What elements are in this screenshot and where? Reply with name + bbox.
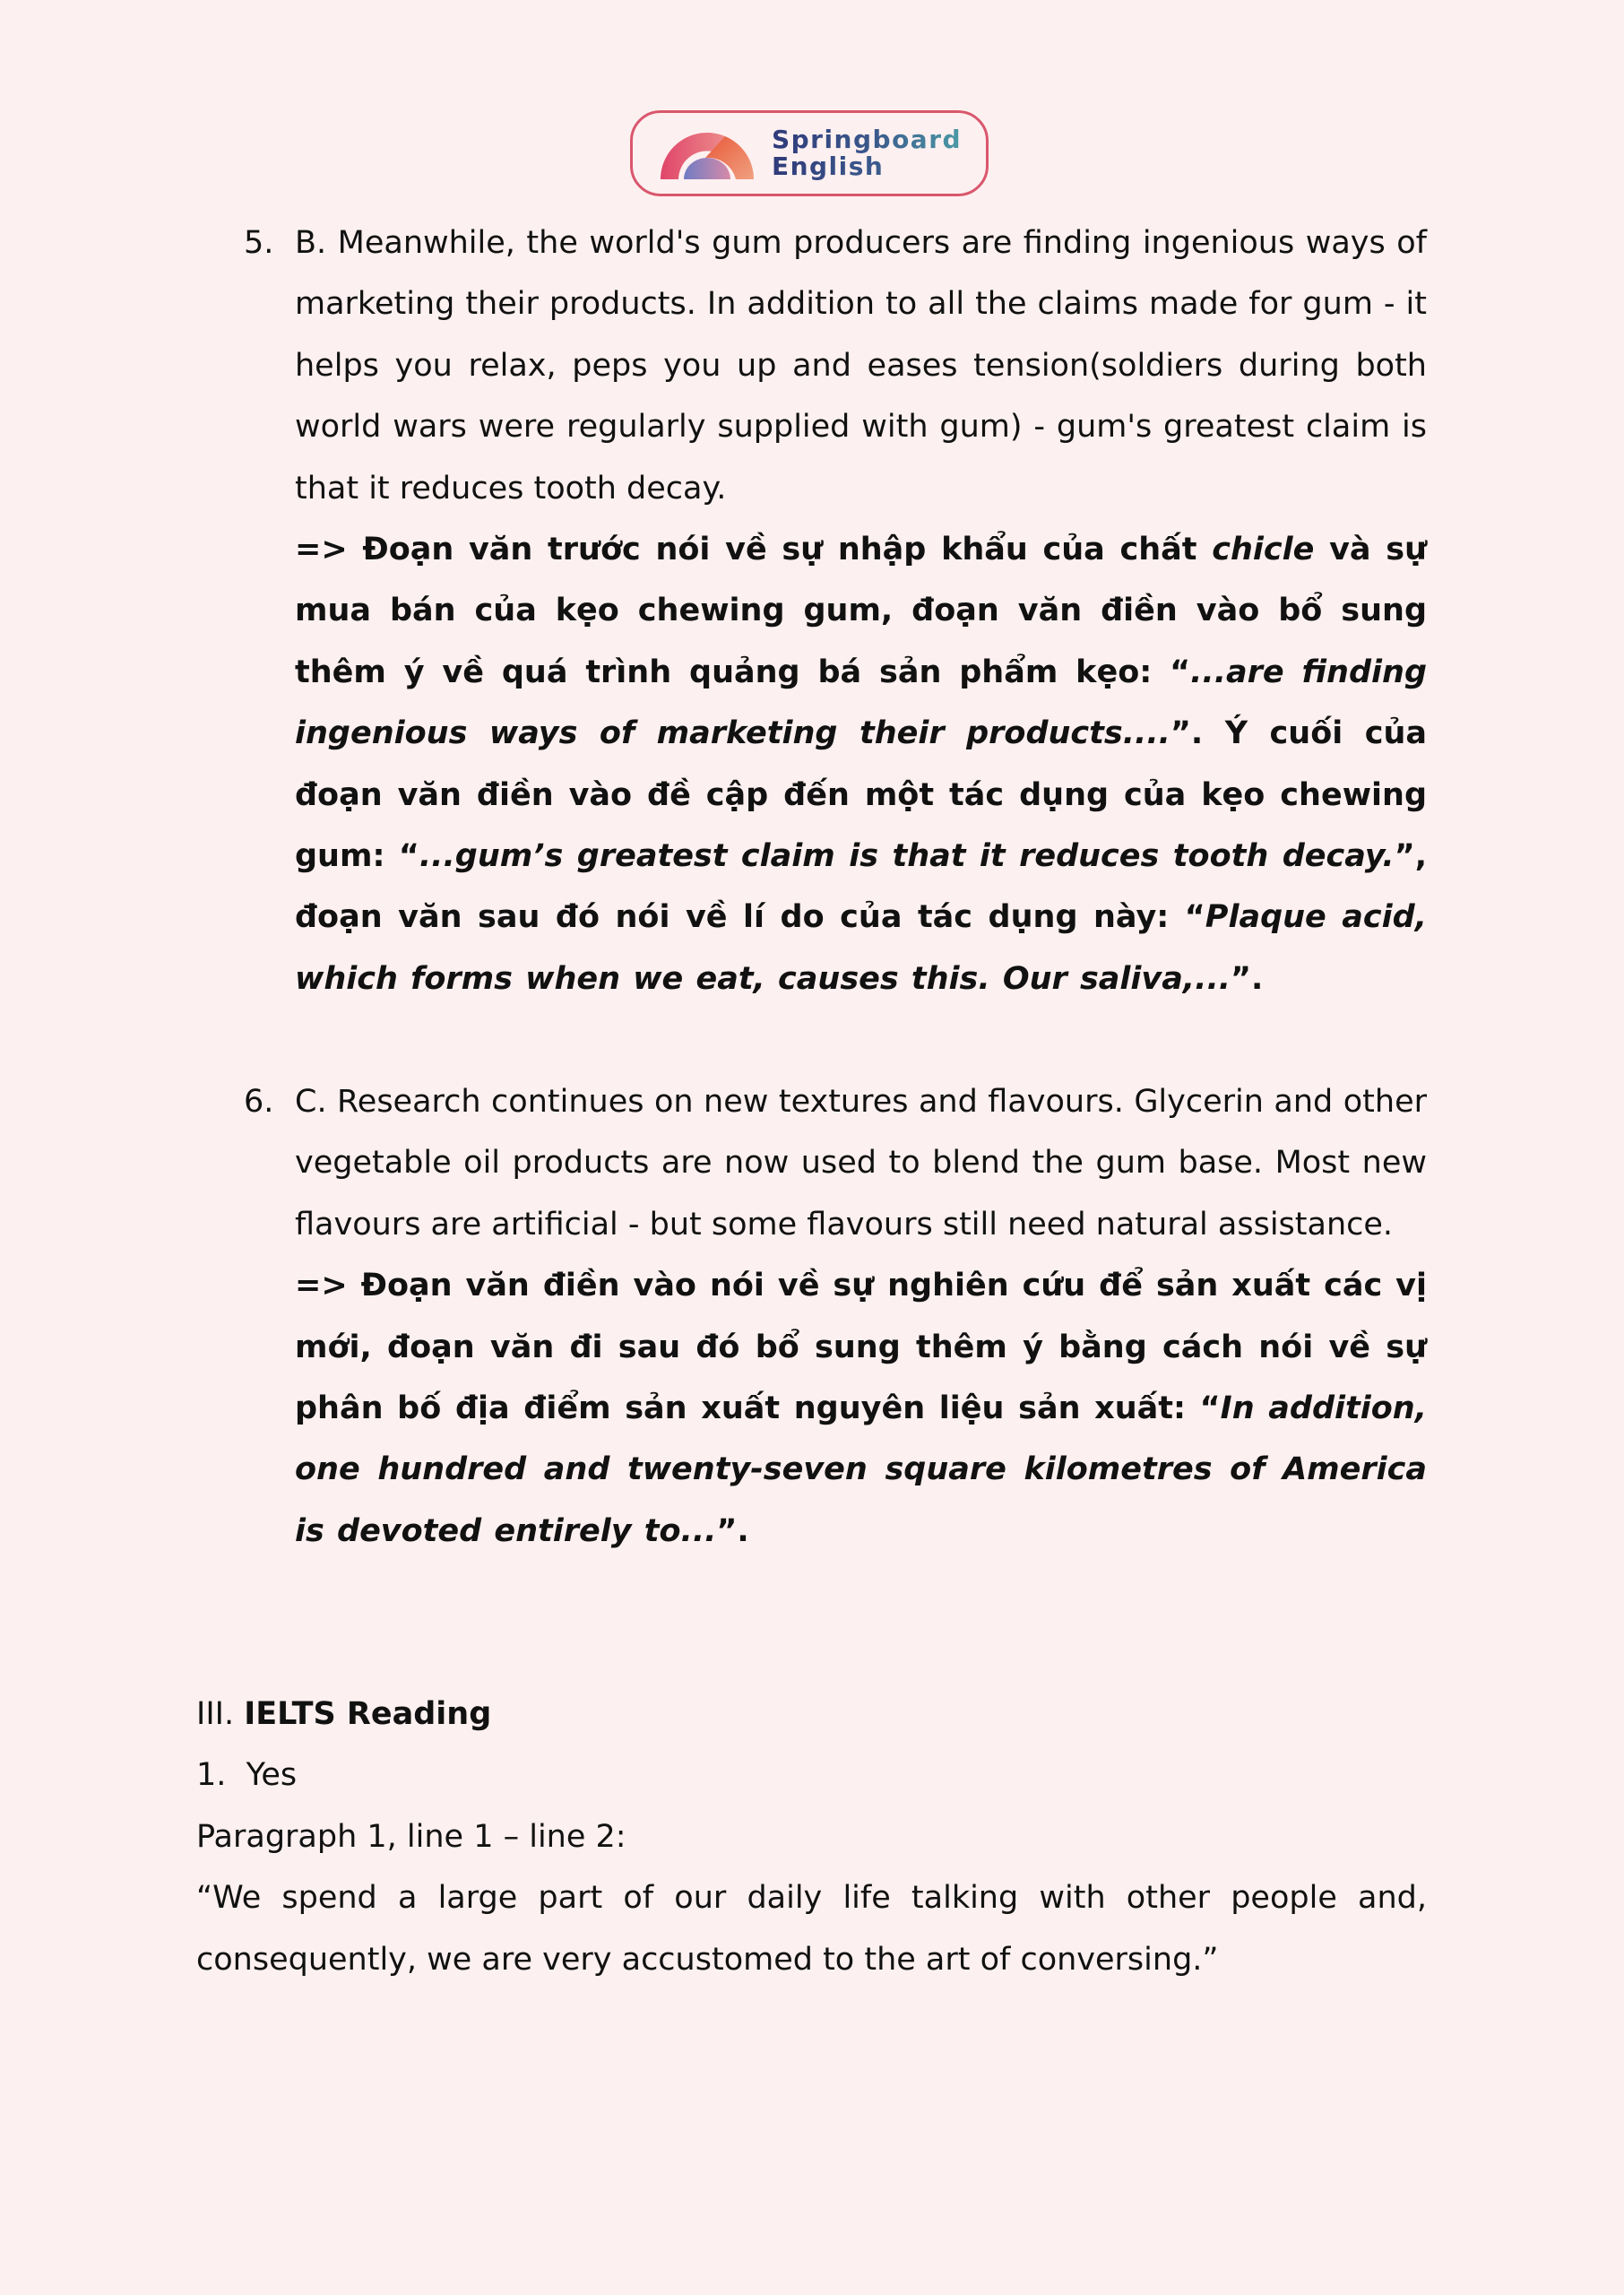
reference-line: Paragraph 1, line 1 – line 2:: [196, 1818, 626, 1855]
explanation-text: => Đoạn văn điền vào nói về sự nghiên cứu để sản xuất các vị mới, đoạn văn đi sau đó bổ sung thêm ý bằng cách nói về sự phân bố địa điểm sản xuất nguyên liệu sản xuất: “: [295, 1268, 1427, 1427]
explanation-text: và sự mua bán của kẹo chewing gum, đoạn văn điền vào bổ sung thêm ý về quá trình quảng bá sản phẩm kẹo: “: [295, 532, 1427, 690]
brand-name-line2: English: [771, 152, 885, 181]
brand-name-line1: Springboard: [771, 125, 963, 154]
item-number: 6.: [244, 1084, 274, 1120]
answer-item-5: [244, 212, 1427, 1009]
explanation-quote: In addition, one hundred and twenty-seven square kilometres of America is devoted entirely to...: [295, 1390, 1427, 1549]
explanation-quote: Plaque acid, which forms when we eat, causes this. Our saliva,...: [295, 899, 1427, 997]
passage-text: C. Research continues on new textures and flavours. Glycerin and other vegetable oil products are now used to blend the gum base. Most new flavours are artificial - but some flavours still need natural assistance.: [295, 1084, 1427, 1243]
section-heading: [196, 1684, 1427, 1745]
explanation-quote: chicle: [1212, 532, 1315, 568]
explanation-quote: ...gum’s greatest claim is that it reduces tooth decay.: [419, 838, 1395, 875]
brand-logo: [630, 110, 989, 196]
rainbow-arch-icon: [657, 126, 757, 181]
section-title: IELTS Reading: [244, 1696, 492, 1732]
section-numeral: III.: [196, 1696, 245, 1732]
explanation-text: ”.: [716, 1512, 749, 1549]
brand-name: [772, 126, 962, 180]
explanation: [295, 519, 1427, 1009]
evidence-quote: “We spend a large part of our daily life talking with other people and, consequently, we are very accustomed to the art of conversing.”: [196, 1880, 1427, 1978]
item-number: 5.: [244, 225, 274, 261]
answer-number: 1.: [196, 1757, 227, 1794]
section-ielts-reading: [196, 1684, 1427, 1990]
explanation-text: ”.: [1231, 960, 1264, 997]
explanation-quote: ...are finding ingenious ways of marketing their products....: [295, 654, 1427, 752]
passage-text: B. Meanwhile, the world's gum producers are finding ingenious ways of marketing their products. In addition to all the claims made for gum - it helps you relax, peps you up and eases tension(soldiers during both world wars were regularly supplied with gum) - gum's greatest claim is that it reduces tooth decay.: [295, 225, 1427, 507]
explanation-text: ”, đoạn văn sau đó nói về lí do của tác dụng này: “: [295, 838, 1428, 936]
answer-item-6: [244, 1071, 1427, 1562]
answer-value: Yes: [246, 1757, 298, 1794]
explanation-text: => Đoạn văn trước nói về sự nhập khẩu của chất: [295, 532, 1213, 568]
explanation: [295, 1255, 1427, 1562]
explanation-text: ”. Ý cuối của đoạn văn điền vào đề cập đến một tác dụng của kẹo chewing gum: “: [295, 715, 1428, 875]
answer-line: [196, 1745, 1427, 1806]
